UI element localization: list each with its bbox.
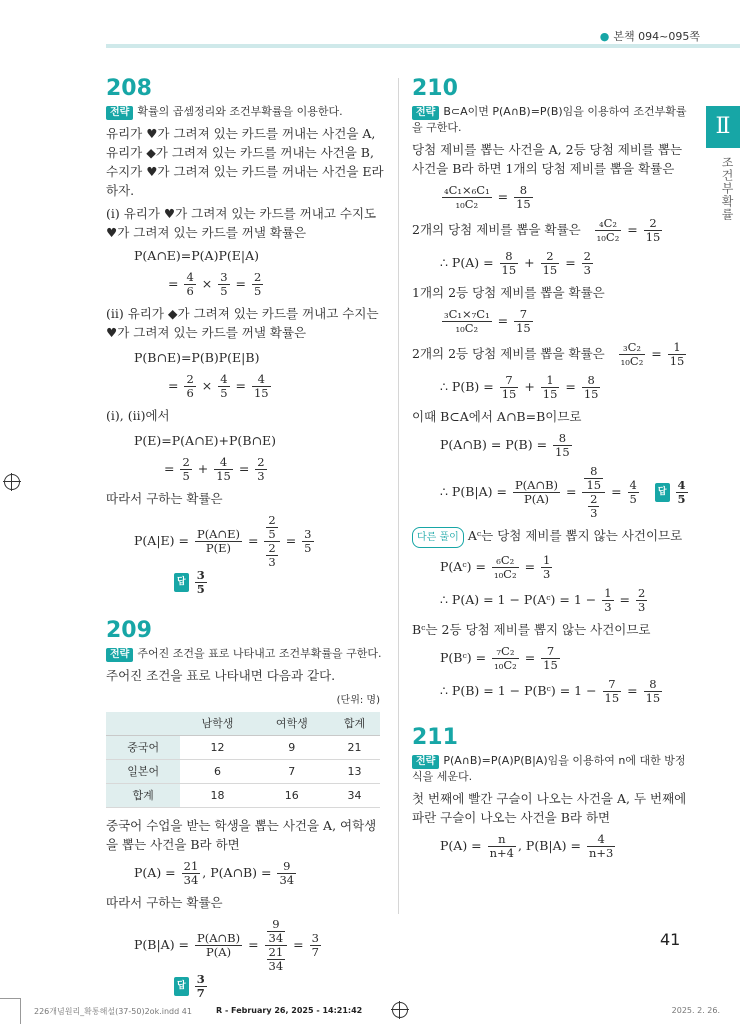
strategy: 전략 B⊂A이면 P(A∩B)=P(B)임을 이용하여 조건부확률을 구한다. (412, 105, 687, 134)
strategy: 전략 주어진 조건을 표로 나타내고 조건부확률을 구한다. (106, 646, 386, 662)
answer: 답 $\frac{3}{5}$ (174, 569, 209, 596)
crop-mark (0, 998, 20, 999)
fraction: $\frac{P(A\cap B)}{P(A)}$ (197, 931, 241, 959)
footer-date: 2025. 2. 26. (671, 1006, 720, 1015)
equation: P(A∩B) = P(B) = $\frac{8}{15}$ (440, 431, 570, 459)
strategy-tag: 전략 (412, 106, 439, 120)
solution-text: 중국어 수업을 받는 학생을 뽑는 사건을 A, 여학생을 뽑는 사건을 B라 하면 (106, 818, 377, 852)
fraction: $\frac{4}{5}$ (220, 372, 228, 400)
solution-text: 1개의 2등 당첨 제비를 뽑을 확률은 (412, 285, 605, 300)
equation: $\frac{\text{₃C₁×₇C₁}}{\text{₁₀C₂}}$ = $\frac{7}{15}$ (444, 307, 531, 335)
problem-208 (106, 76, 386, 596)
solution-text: 따라서 구하는 확률은 (106, 491, 223, 506)
equation: ∴ P(A) = $\frac{8}{15}$ + $\frac{2}{15}$ = $\frac{2}{3}$ (440, 249, 591, 277)
alt-tag: 다른 풀이 (412, 527, 464, 548)
problem-211 (412, 725, 694, 860)
answer: 답 $\frac{4}{5}$ (655, 479, 690, 506)
equation: P(Aᶜ) = $\frac{\text{₆C₂}}{\text{₁₀C₂}}$ = $\frac{1}{3}$ (440, 553, 551, 581)
solution-text: 유리가 ♥가 그려져 있는 카드를 꺼내는 사건을 A, 유리가 ◆가 그려져 있는 카드를 꺼내는 사건을 B, 수지가 ♥가 그려져 있는 카드를 꺼내는 사건을 E라 하자. (106, 126, 384, 198)
equation: = $\frac{2}{6}$ × $\frac{4}{5}$ = $\frac{4}{15}$ (168, 372, 269, 400)
footer-filename: 226개념원리_확통해설(37-50)2ok.indd 41 (34, 1007, 192, 1016)
fraction: $\frac{2}{6}$ (186, 372, 194, 400)
answer-tag: 답 (655, 483, 670, 502)
final-equation: ∴ P(B|A) = $\frac{P(A\cap B)}{P(A)}$ = $\frac{\frac{8}{15}}{\frac{2}{3}}$ = $\frac{4}{5}$ 답 $\frac{4}{5}$ (412, 465, 694, 520)
solution-text: (ⅰ), (ⅱ)에서 (106, 408, 170, 423)
solution-text: 당첨 제비를 뽑는 사건을 A, 2등 당첨 제비를 뽑는 사건을 B라 하면 1개의 당첨 제비를 뽑을 확률은 (412, 142, 683, 176)
fraction: $\frac{4}{15}$ (216, 455, 231, 483)
header-rule (106, 44, 740, 48)
solution-text: 따라서 구하는 확률은 (106, 895, 223, 910)
answer: 답 $\frac{3}{7}$ (174, 973, 209, 1000)
equation: P(E)=P(A∩E)+P(B∩E) (134, 433, 276, 448)
fraction: $\frac{3}{7}$ (311, 931, 319, 959)
bullet-icon: ● (599, 30, 610, 43)
chapter-tab-label: 조건부확률 (720, 156, 734, 221)
answer-tag: 답 (174, 573, 189, 592)
equation: = $\frac{2}{5}$ + $\frac{4}{15}$ = $\frac{2}{3}$ (164, 455, 265, 483)
case-2: (ⅱ) 유리가 ◆가 그려져 있는 카드를 꺼내고 수지는 ♥가 그려져 있는 카드를 꺼낼 확률은 (106, 306, 379, 340)
column-divider (398, 78, 399, 914)
equation: ∴ P(B) = 1 − P(Bᶜ) = 1 − $\frac{7}{15}$ = $\frac{8}{15}$ (440, 677, 661, 705)
strategy: 전략 확률의 곱셈정리와 조건부확률을 이용한다. (106, 104, 386, 120)
equation: P(A) = $\frac{n}{n+4}$ , P(B|A) = $\frac{4}{n+3}$ (440, 832, 614, 860)
fraction: $\frac{3}{5}$ (220, 270, 228, 298)
problem-number: 211 (412, 725, 458, 750)
strategy-tag: 전략 (106, 648, 133, 662)
data-table (106, 712, 380, 808)
table-unit: (단위: 명) (336, 695, 380, 706)
right-column (412, 76, 694, 866)
equation: P(A) = $\frac{21}{34}$ , P(A∩B) = $\frac{9}{34}$ (134, 859, 295, 887)
problem-number: 208 (106, 76, 152, 101)
page-reference: ● 본책 094~095쪽 (599, 30, 700, 43)
fraction: $\frac{\frac{9}{34}}{\frac{21}{34}}$ (265, 918, 288, 973)
equation: P(Bᶜ) = $\frac{\text{₇C₂}}{\text{₁₀C₂}}$ = $\frac{7}{15}$ (440, 644, 558, 672)
case-1: (ⅰ) 유리가 ♥가 그려져 있는 카드를 꺼내고 수지도 ♥가 그려져 있는 카드를 꺼낼 확률은 (106, 206, 377, 240)
solution-text: 이때 B⊂A에서 A∩B=B이므로 (412, 409, 582, 424)
equation: ∴ P(A) = 1 − P(Aᶜ) = 1 − $\frac{1}{3}$ = $\frac{2}{3}$ (440, 586, 646, 614)
equation: P(B∩E)=P(B)P(E|B) (134, 350, 260, 365)
problem-number: 209 (106, 618, 152, 643)
solution-text: 2개의 당첨 제비를 뽑을 확률은 $\frac{\text{₄C₂}}{\text{₁₀C₂}}$ = $\frac{2}{15}$ (412, 216, 661, 244)
fraction: $\frac{P(A\cap E)}{P(E)}$ (196, 527, 240, 555)
solution-text: 주어진 조건을 표로 나타내면 다음과 같다. (106, 668, 336, 683)
fraction: $\frac{2}{5}$ (182, 455, 190, 483)
left-column (106, 76, 386, 1006)
registration-mark-icon (4, 474, 20, 490)
fraction: $\frac{4}{15}$ (253, 372, 269, 400)
table-row: 합계 18 16 34 (106, 784, 380, 808)
problem-210 (412, 76, 694, 705)
problem-209 (106, 618, 386, 1000)
fraction: $\frac{3}{5}$ (304, 527, 312, 555)
strategy: 전략 P(A∩B)=P(A)P(B|A)임을 이용하여 n에 대한 방정식을 세운다. (412, 754, 686, 783)
fraction: $\frac{9}{34}$ (279, 859, 295, 887)
page-number: 41 (660, 930, 681, 949)
final-equation: P(A|E) = $\frac{P(A\cap E)}{P(E)}$ = $\frac{\frac{2}{5}}{\frac{2}{3}}$ = $\frac{3}{5}$ 답 $\frac{3}{5}$ (134, 513, 312, 596)
equation: = $\frac{4}{6}$ × $\frac{3}{5}$ = $\frac{2}{5}$ (168, 270, 262, 298)
final-equation: P(B|A) = $\frac{P(A\cap B)}{P(A)}$ = $\frac{\frac{9}{34}}{\frac{21}{34}}$ = $\frac{3}{7}$ 답 $\frac{3}{7}$ (134, 917, 319, 1000)
alternative-solution: 다른 풀이 Aᶜ는 당첨 제비를 뽑지 않는 사건이므로 (412, 526, 694, 548)
solution-text: Bᶜ는 2등 당첨 제비를 뽑지 않는 사건이므로 (412, 622, 651, 637)
solution-text: 첫 번째에 빨간 구슬이 나오는 사건을 A, 두 번째에 파란 구슬이 나오는 사건을 B라 하면 (412, 791, 687, 825)
fraction: $\frac{2}{5}$ (253, 270, 262, 298)
table-header-row: 남학생 여학생 합계 (106, 712, 380, 736)
table-row: 일본어 6 7 13 (106, 760, 380, 784)
chapter-tab: Ⅱ (706, 106, 740, 148)
problem-number: 210 (412, 76, 458, 101)
fraction: $\frac{4}{6}$ (186, 270, 194, 298)
table-row: 중국어 12 9 21 (106, 736, 380, 760)
strategy-tag: 전략 (412, 755, 439, 769)
strategy-tag: 전략 (106, 106, 133, 120)
solution-text: 2개의 2등 당첨 제비를 뽑을 확률은 $\frac{\text{₃C₂}}{\text{₁₀C₂}}$ = $\frac{1}{15}$ (412, 340, 685, 368)
fraction: $\frac{21}{34}$ (183, 859, 199, 887)
crop-mark (20, 998, 21, 1024)
fraction: $\frac{2}{3}$ (257, 455, 265, 483)
equation: ∴ P(B) = $\frac{7}{15}$ + $\frac{1}{15}$ = $\frac{8}{15}$ (440, 373, 599, 401)
answer-tag: 답 (174, 977, 189, 996)
footer-stamp: R - February 26, 2025 - 14:21:42 (216, 1006, 363, 1015)
fraction: $\frac{\frac{2}{5}}{\frac{2}{3}}$ (264, 514, 279, 569)
equation: $\frac{\text{₄C₁×₆C₁}}{\text{₁₀C₂}}$ = $\frac{8}{15}$ (444, 183, 531, 211)
registration-mark-icon (392, 1002, 408, 1018)
equation: P(A∩E)=P(A)P(E|A) (134, 248, 259, 263)
